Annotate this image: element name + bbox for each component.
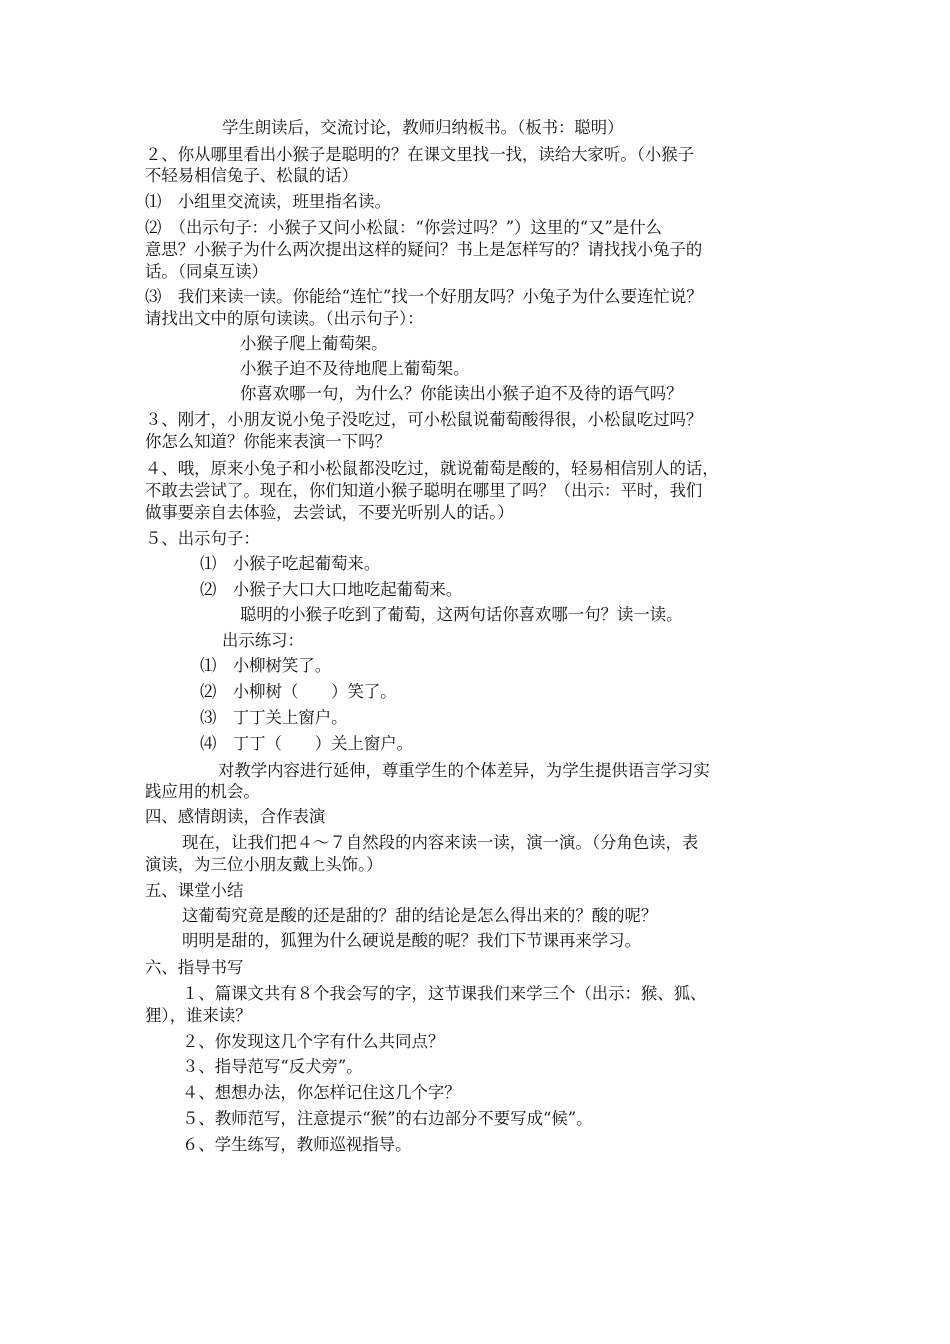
- text-line: ５、出示句子：: [145, 529, 260, 548]
- text-line: ４、哦，原来小兔子和小松鼠都没吃过，就说葡萄是酸的，轻易相信别人的话，: [145, 459, 719, 478]
- text-line: ⑴ 小猴子吃起葡萄来。: [200, 554, 381, 573]
- text-line: ２、你从哪里看出小猴子是聪明的？在课文里找一找，读给大家听。（小猴子: [145, 145, 695, 164]
- text-line: １、篇课文共有８个我会写的字，这节课我们来学三个（出示：猴、狐、: [182, 984, 707, 1003]
- text-line: 不轻易相信兔子、松鼠的话）: [145, 166, 359, 185]
- text-line: 做事要亲自去体验，去尝试，不要光听别人的话。）: [145, 503, 514, 522]
- text-line: 小猴子爬上葡萄架。: [240, 334, 388, 353]
- text-line: ４、想想办法，你怎样记住这几个字？: [182, 1083, 461, 1102]
- text-line: 你喜欢哪一句，为什么？你能读出小猴子迫不及待的语气吗？: [240, 384, 683, 403]
- text-line: 六、指导书写: [145, 958, 244, 977]
- text-line: 学生朗读后，交流讨论，教师归纳板书。（板书：聪明）: [222, 118, 624, 137]
- text-line: 践应用的机会。: [145, 782, 260, 801]
- text-line: 你怎么知道？你能来表演一下吗？: [145, 432, 391, 451]
- text-line: ⑵ 小猴子大口大口地吃起葡萄来。: [200, 580, 463, 599]
- text-line: 四、感情朗读，合作表演: [145, 807, 326, 826]
- text-line: 小猴子迫不及待地爬上葡萄架。: [240, 359, 470, 378]
- text-line: 这葡萄究竟是酸的还是甜的？甜的结论是怎么得出来的？酸的呢？: [182, 906, 658, 925]
- text-line: ⑵ （出示句子：小猴子又问小松鼠：“你尝过吗？”）这里的“又”是什么: [145, 218, 663, 237]
- text-line: 聪明的小猴子吃到了葡萄，这两句话你喜欢哪一句？读一读。: [240, 605, 683, 624]
- text-line: ⑴ 小组里交流读，班里指名读。: [145, 192, 391, 211]
- text-line: ２、你发现这几个字有什么共同点？: [182, 1032, 445, 1051]
- text-line: ⑵ 小柳树（ ）笑了。: [200, 682, 397, 701]
- text-line: 对教学内容进行延伸，尊重学生的个体差异，为学生提供语言学习实: [218, 761, 710, 780]
- text-line: 五、课堂小结: [145, 881, 244, 900]
- text-line: 演读，为三位小朋友戴上头饰。）: [145, 855, 383, 874]
- text-line: ⑴ 小柳树笑了。: [200, 656, 332, 675]
- text-line: 意思？小猴子为什么两次提出这样的疑问？书上是怎样写的？请找找小兔子的: [145, 240, 703, 259]
- text-line: ⑶ 丁丁关上窗户。: [200, 708, 348, 727]
- text-line: 不敢去尝试了。现在，你们知道小猴子聪明在哪里了吗？（出示：平时，我们: [145, 481, 703, 500]
- text-line: 现在，让我们把４～７自然段的内容来读一读，演一演。（分角色读，表: [182, 833, 699, 852]
- text-line: ６、学生练写，教师巡视指导。: [182, 1135, 412, 1154]
- text-line: 明明是甜的，狐狸为什么硬说是酸的呢？我们下节课再来学习。: [182, 931, 641, 950]
- text-line: 狸），谁来读？: [145, 1006, 252, 1025]
- text-line: 请找出文中的原句读读。（出示句子）：: [145, 309, 424, 328]
- text-line: ⑷ 丁丁（ ）关上窗户。: [200, 734, 414, 753]
- text-line: 话。（同桌互读）: [145, 262, 268, 281]
- text-line: ５、教师范写，注意提示“猴”的右边部分不要写成“候”。: [182, 1109, 593, 1128]
- text-line: ⑶ 我们来读一读。你能给“连忙”找一个好朋友吗？小兔子为什么要连忙说？: [145, 287, 703, 306]
- text-line: 出示练习：: [222, 631, 304, 650]
- text-line: ３、指导范写“反犬旁”。: [182, 1057, 363, 1076]
- text-line: ３、刚才，小朋友说小兔子没吃过，可小松鼠说葡萄酸得很，小松鼠吃过吗？: [145, 410, 703, 429]
